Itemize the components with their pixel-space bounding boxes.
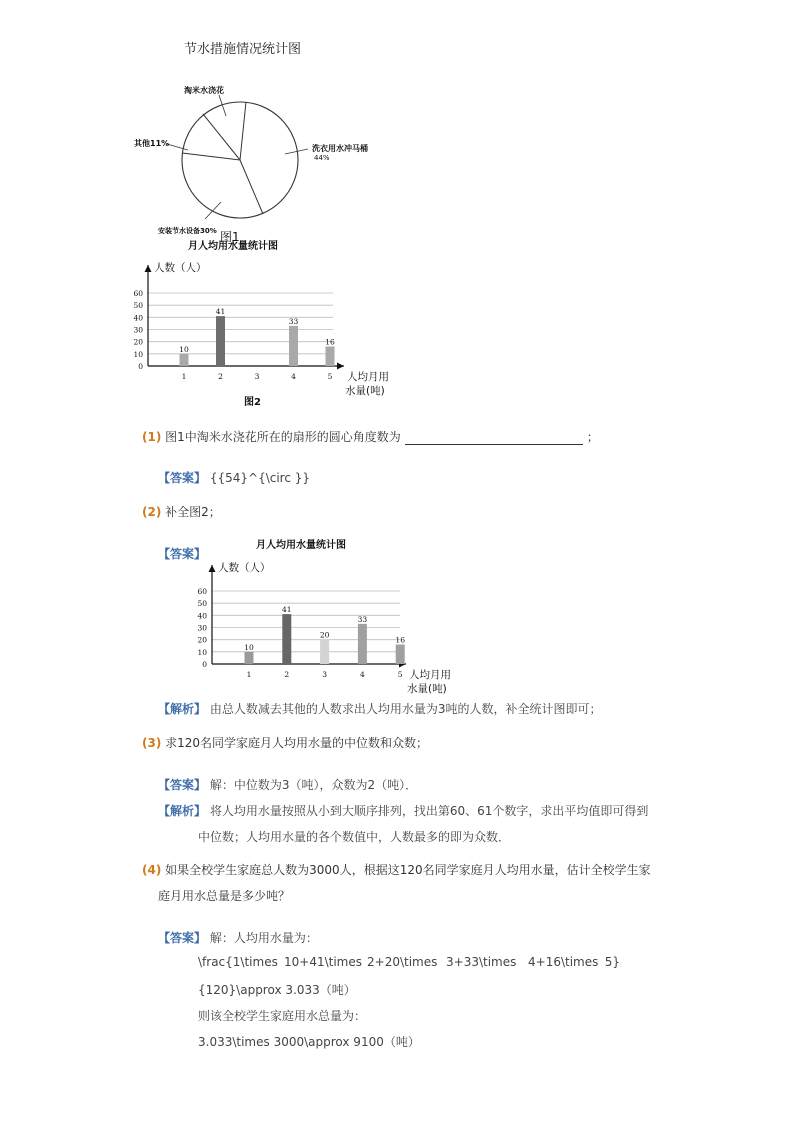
pie-label-other: 其他11% bbox=[134, 139, 170, 148]
y-tick-label: 0 bbox=[202, 660, 207, 669]
analysis-3 bbox=[158, 802, 648, 819]
question-1-text: 图1中淘米水浇花所在的扇形的圆心角度数为 bbox=[165, 430, 401, 444]
pie-label-washing-pct: 44% bbox=[314, 154, 330, 162]
x-tick-label: 4 bbox=[291, 372, 296, 381]
y-tick-label: 40 bbox=[133, 313, 143, 323]
question-1-number: (1) bbox=[142, 430, 162, 444]
y-tick-label: 60 bbox=[197, 587, 207, 596]
x-axis-title: 人均月用 bbox=[347, 371, 389, 383]
answer-4-line5: 3.033\times 3000\approx 9100（吨） bbox=[198, 1035, 420, 1049]
bar-value-label: 33 bbox=[288, 316, 299, 326]
x-tick-label: 1 bbox=[181, 372, 187, 381]
answer-3-text: 解：中位数为3（吨），众数为2（吨）． bbox=[209, 778, 418, 792]
x-axis-title: 人均月用 bbox=[409, 669, 451, 681]
x-axis-title-line2: 水量(吨) bbox=[407, 683, 447, 695]
analysis-3-line1: 将人均用水量按照从小到大顺序排列，找出第60、61个数字，求出平均值即可得到 bbox=[209, 804, 649, 818]
answer-3 bbox=[158, 776, 417, 793]
bar-value-label: 41 bbox=[215, 307, 226, 317]
x-tick-label: 5 bbox=[327, 372, 333, 381]
pie-label-taomi: 淘米水浇花 bbox=[184, 86, 224, 95]
question-1 bbox=[142, 428, 599, 445]
answer-blank bbox=[405, 432, 583, 445]
bar-value-label: 10 bbox=[179, 344, 189, 354]
formula-part: 2+20\times bbox=[367, 955, 438, 969]
x-tick-label: 3 bbox=[254, 372, 260, 381]
bar bbox=[245, 652, 254, 664]
answer-2-tag: 【答案】 bbox=[158, 547, 207, 561]
analysis-2-text: 由总人数减去其他的人数求出人均用水量为3吨的人数，补全统计图即可； bbox=[209, 702, 602, 716]
question-4-number: (4) bbox=[142, 863, 162, 877]
bar-value-label: 20 bbox=[319, 630, 330, 640]
x-tick-label: 2 bbox=[284, 670, 290, 679]
y-tick-label: 40 bbox=[197, 611, 207, 621]
y-axis-arrow bbox=[209, 565, 216, 572]
answer-4-tag: 【答案】 bbox=[158, 931, 207, 945]
pie-label-device: 安装节水设备30% bbox=[158, 227, 217, 235]
pie-label-washing: 洗衣用水冲马桶 bbox=[312, 144, 368, 153]
answer-1-text: {{54}^{\circ }} bbox=[209, 471, 311, 485]
y-tick-label: 10 bbox=[133, 349, 143, 359]
y-tick-label: 0 bbox=[138, 362, 143, 371]
y-tick-label: 20 bbox=[197, 635, 207, 645]
y-tick-label: 20 bbox=[133, 337, 143, 347]
bar-value-label: 10 bbox=[244, 642, 254, 652]
answer-4-line3: {120}\approx 3.033（吨） bbox=[198, 983, 356, 997]
question-1-end: ； bbox=[586, 430, 599, 444]
answer-chart-title: 月人均用水量统计图 bbox=[256, 540, 346, 551]
x-tick-label: 5 bbox=[397, 670, 403, 679]
analysis-2-tag: 【解析】 bbox=[158, 702, 207, 716]
bar bbox=[320, 640, 329, 664]
bar bbox=[396, 645, 405, 664]
pie-chart-title: 节水措施情况统计图 bbox=[184, 42, 302, 57]
answer-3-tag: 【答案】 bbox=[158, 778, 207, 792]
y-tick-label: 50 bbox=[133, 301, 143, 311]
y-tick-label: 30 bbox=[133, 325, 143, 335]
question-3 bbox=[142, 734, 428, 751]
question-4 bbox=[142, 861, 651, 878]
answer-4 bbox=[158, 929, 318, 946]
question-4-line2: 庭月用水总量是多少吨？ bbox=[158, 889, 291, 903]
y-axis-title: 人数（人） bbox=[218, 562, 271, 574]
formula-part: 3+33\times bbox=[446, 955, 517, 969]
bar-value-label: 16 bbox=[325, 337, 335, 347]
analysis-3-line2: 中位数；人均用水量的各个数值中，人数最多的即为众数． bbox=[198, 830, 511, 844]
bar-chart-2-title: 月人均用水量统计图 bbox=[188, 241, 278, 252]
bar-chart-2-caption: 图2 bbox=[244, 397, 261, 408]
x-tick-label: 1 bbox=[246, 670, 252, 679]
analysis-2 bbox=[158, 700, 601, 717]
y-tick-label: 60 bbox=[133, 289, 143, 298]
formula-part: \frac{1\times bbox=[198, 955, 278, 969]
x-tick-label: 2 bbox=[218, 372, 223, 381]
question-2-number: (2) bbox=[142, 505, 162, 519]
y-tick-label: 30 bbox=[197, 623, 207, 633]
pie-caption: 图1 bbox=[220, 230, 240, 244]
question-3-number: (3) bbox=[142, 736, 162, 750]
y-axis-title: 人数（人） bbox=[154, 262, 207, 274]
formula-part: 4+16\times bbox=[528, 955, 599, 969]
y-tick-label: 50 bbox=[197, 599, 207, 609]
x-tick-label: 4 bbox=[360, 670, 365, 679]
bar bbox=[282, 614, 291, 664]
question-3-text: 求120名同学家庭月人均用水量的中位数和众数； bbox=[165, 736, 429, 750]
bar bbox=[358, 624, 367, 664]
question-2-text: 补全图2； bbox=[165, 505, 221, 519]
question-4-line1: 如果全校学生家庭总人数为3000人，根据这120名同学家庭月人均用水量，估计全校学生家 bbox=[165, 863, 651, 877]
x-tick-label: 3 bbox=[322, 670, 327, 679]
answer-1-tag: 【答案】 bbox=[158, 471, 207, 485]
x-axis-title-line2: 水量(吨) bbox=[345, 385, 385, 397]
analysis-3-tag: 【解析】 bbox=[158, 804, 207, 818]
bar-value-label: 16 bbox=[395, 635, 405, 645]
bar-value-label: 41 bbox=[282, 605, 292, 615]
answer-4-line1: 解：人均用水量为： bbox=[209, 931, 318, 945]
answer-4-line4: 则该全校学生家庭用水总量为： bbox=[198, 1009, 367, 1023]
formula-part: 5} bbox=[604, 955, 620, 969]
bar-value-label: 33 bbox=[357, 614, 368, 624]
y-tick-label: 10 bbox=[197, 647, 207, 657]
answer-2 bbox=[158, 545, 206, 562]
question-2 bbox=[142, 503, 221, 520]
answer-1 bbox=[158, 469, 310, 486]
formula-part: 10+41\times bbox=[284, 955, 362, 969]
